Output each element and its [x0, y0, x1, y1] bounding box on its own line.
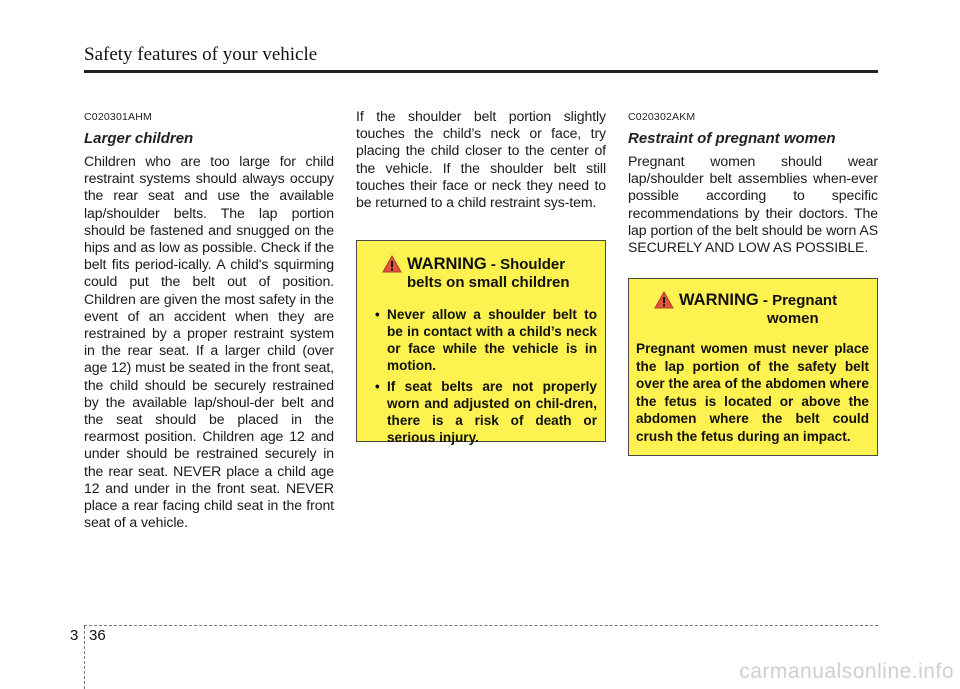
warning-title-line2: women — [767, 310, 819, 327]
warning-triangle-icon — [654, 291, 674, 309]
warning-triangle-icon — [382, 255, 402, 273]
section-body: If the shoulder belt portion slightly touches the child’s neck or face, try placing the child closer to the center of the vehicle. If the shoulder belt still touches their face or neck they need to be returned to a child restraint sys-tem. — [356, 108, 606, 211]
warning-box-shoulder-belts — [356, 240, 606, 445]
column-shoulder-belt — [356, 108, 606, 211]
footer-rule — [84, 625, 878, 626]
page-number: 36 — [89, 627, 106, 644]
warning-list-item: • If seat belts are not properly worn and adjusted on chil-dren, there is a risk of death or serious injury. — [375, 378, 597, 446]
section-code: C020302AKM — [628, 111, 696, 123]
warning-title-part: - Shoulder — [486, 256, 566, 273]
column-larger-children — [84, 108, 334, 531]
footer-divider — [84, 626, 85, 689]
warning-word: WARNING — [407, 255, 487, 273]
warning-list — [375, 306, 597, 446]
warning-title — [679, 291, 877, 328]
chapter-number: 3 — [70, 627, 79, 644]
warning-list-item: • Never allow a shoulder belt to be in contact with a child’s neck or face while the vehicle is in motion. — [375, 306, 597, 374]
page-header-title: Safety features of your vehicle — [84, 44, 318, 65]
section-body: Pregnant women should wear lap/shoulder belt assemblies when-ever possible according to specific recommendations by their doctors. The lap portion of the belt should be worn AS SECURELY AND LOW AS POSSIBLE. — [628, 153, 878, 256]
watermark: carmanualsonline.info — [739, 660, 954, 683]
warning-body: Pregnant women must never place the lap portion of the safety belt over the area of the abdomen where the fetus is located or above the abdomen where the belt could crush the fetus during an impact. — [636, 341, 869, 444]
section-heading: Larger children — [84, 130, 194, 147]
warning-title-line2: belts on small children — [407, 274, 570, 291]
column-pregnant-women — [628, 108, 878, 256]
warning-word: WARNING — [679, 291, 759, 309]
warning-title-part: - Pregnant — [758, 292, 838, 309]
section-body: Children who are too large for child restraint systems should always occupy the rear seat and use the available lap/shoulder belts. The lap portion should be fastened and snugged on the hips and as low as possible. Check if the belt fits period-ically. A child's squirming could put the belt out of position. Children are given the most safety in the event of an accident when they are restrained by a proper restraint system in the rear seat. If a larger child (over age 12) must be seated in the front seat, the child should be securely restrained by the available lap/shoul-der belt and the seat should be placed in the rearmost position. Children age 12 and under should be restrained securely in the rear seat. NEVER place a child age 12 and under in the front seat. NEVER place a rear facing child seat in the front seat of a vehicle. — [84, 153, 334, 531]
section-heading: Restraint of pregnant women — [628, 130, 836, 147]
header-rule — [84, 70, 878, 73]
section-code: C020301AHM — [84, 111, 152, 123]
warning-title — [407, 255, 605, 292]
warning-box-pregnant-women — [628, 278, 878, 456]
